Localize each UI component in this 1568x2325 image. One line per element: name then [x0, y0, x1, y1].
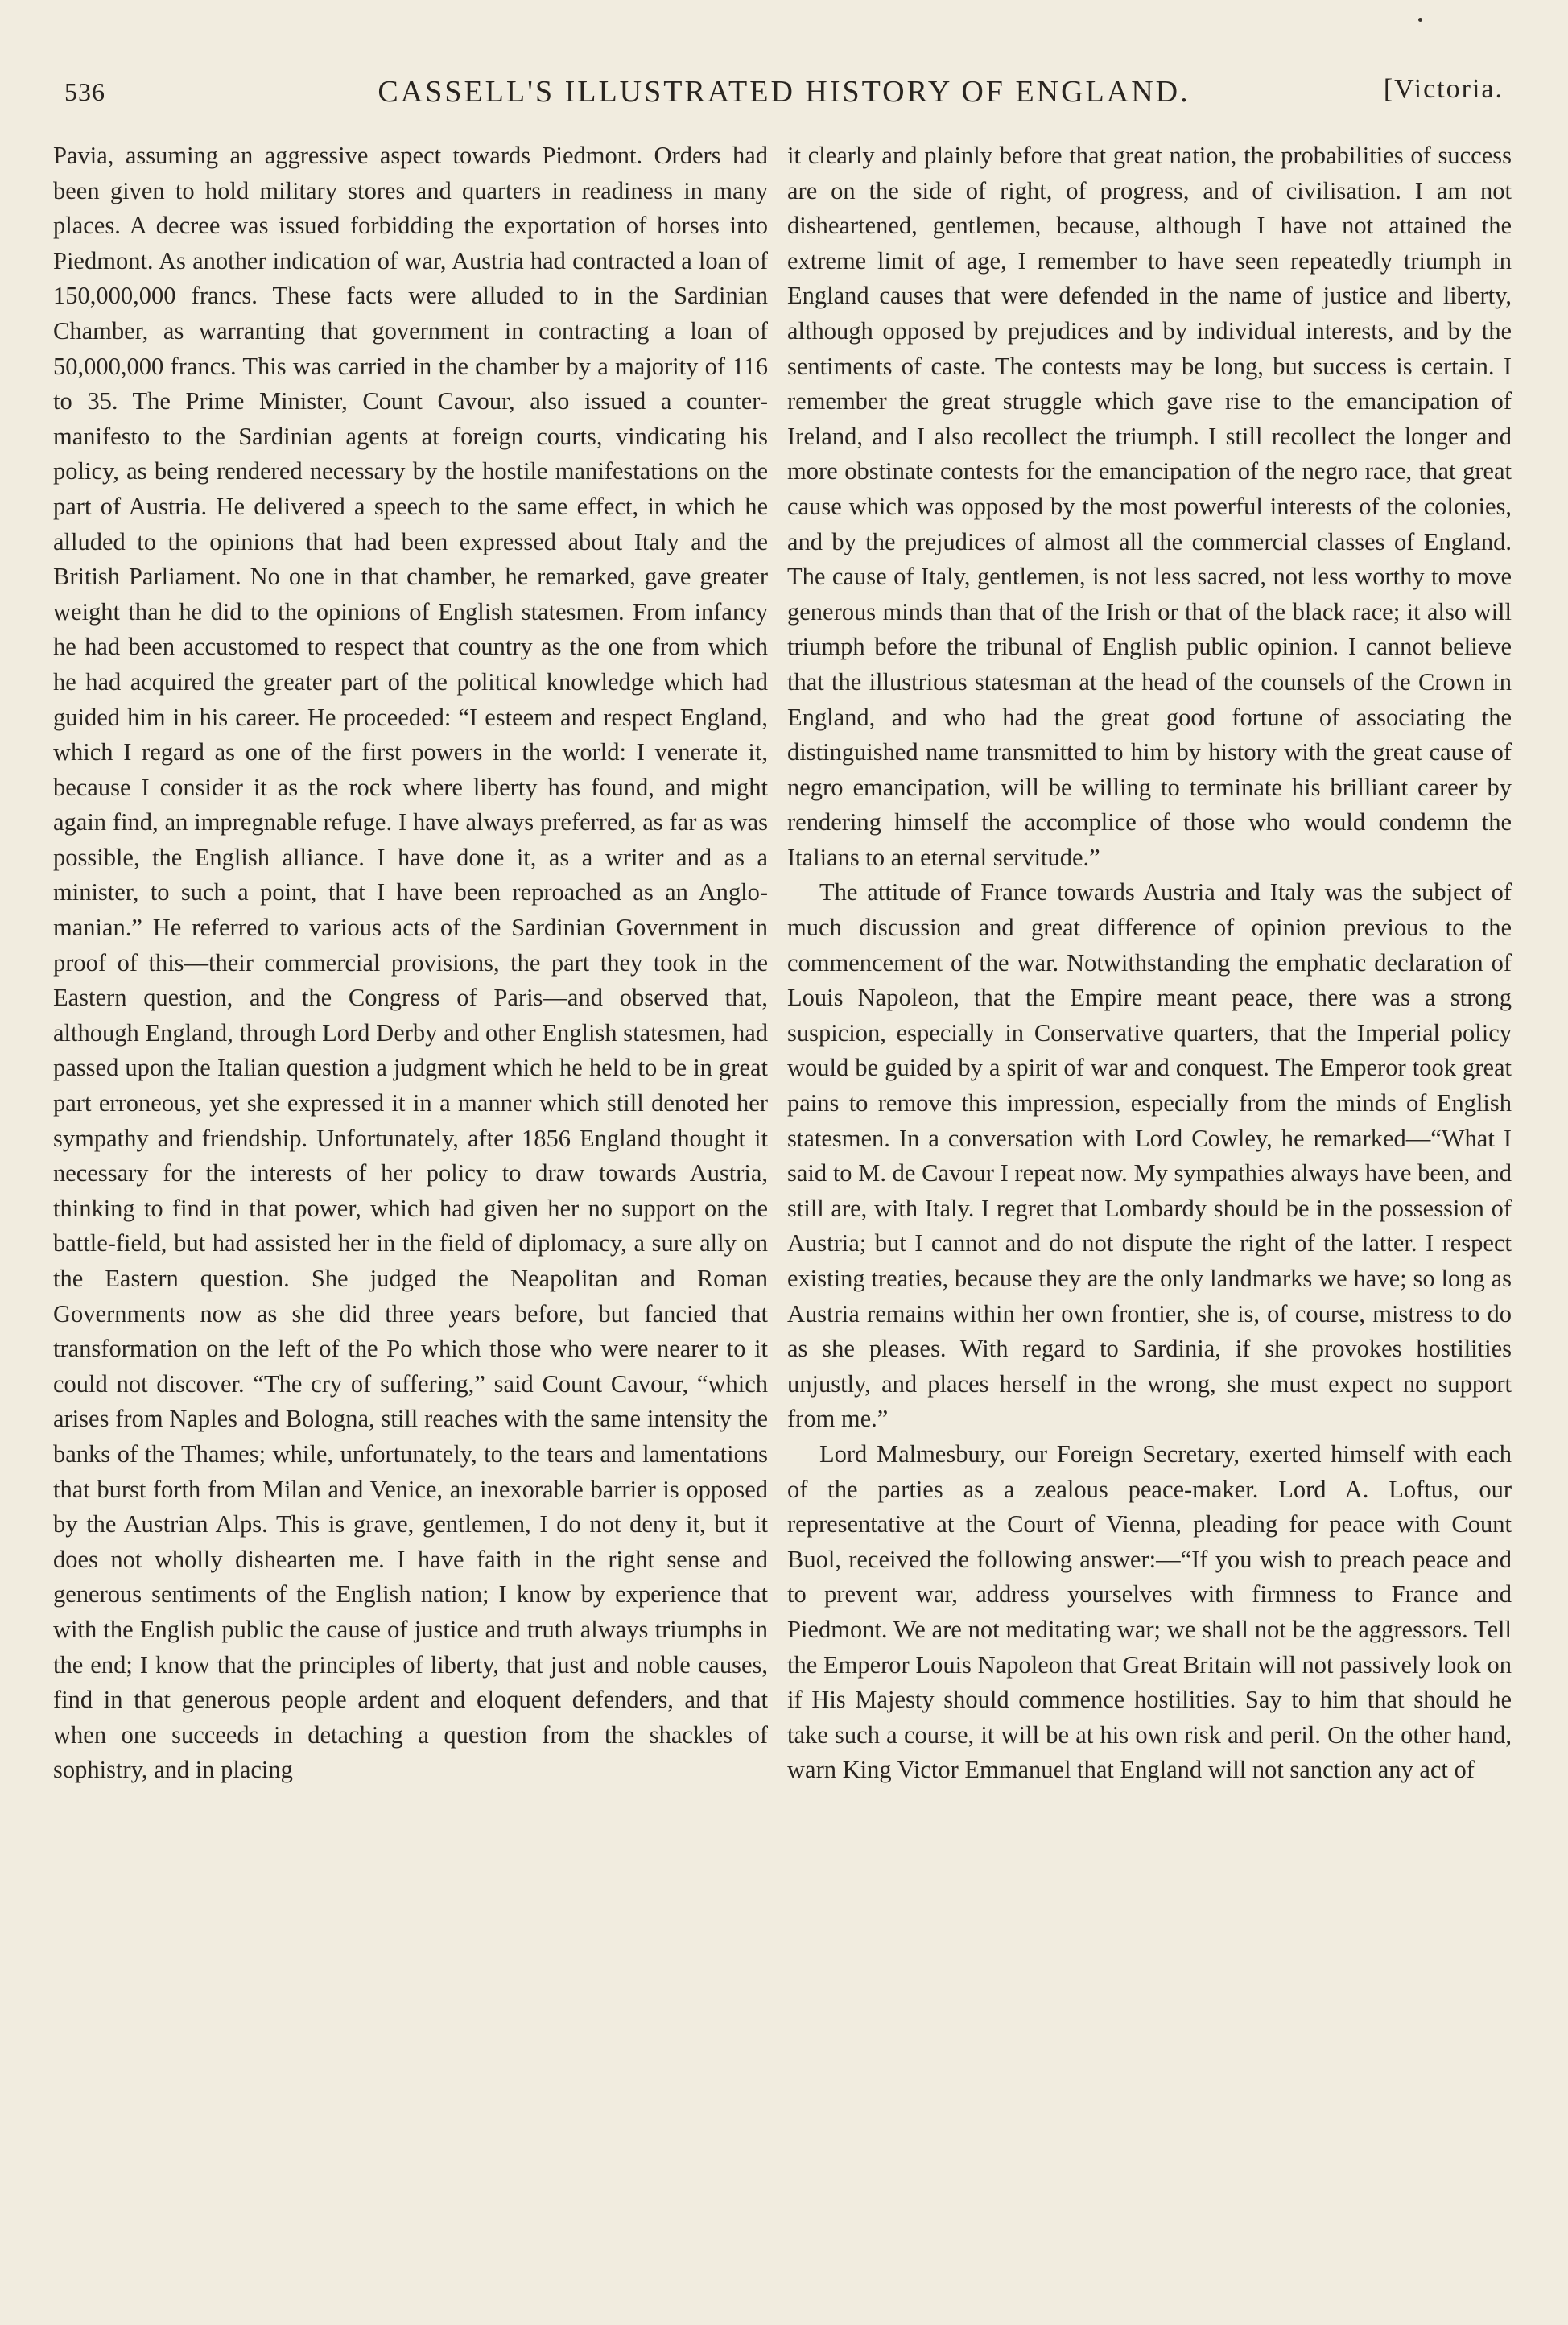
- paragraph: The attitude of France towards Austria and Italy was the subject of much discussion and great difference of opinion previous to the commencement of the war. Notwithstanding the emphatic declaration of Louis Napoleon, that the Empire meant peace, there was a strong suspicion, especially in Conservative quarters, that the Imperial policy would be guided by a spirit of war and conquest. The Emperor took great pains to remove this impression, especially from the minds of English statesmen. In a conversation with Lord Cowley, he remarked—“What I said to M. de Cavour I repeat now. My sympathies always have been, and still are, with Italy. I regret that Lombardy should be in the possession of Austria; but I cannot and do not dispute the right of the latter. I respect existing treaties, because they are the only landmarks we have; so long as Austria remains within her own frontier, she is, of course, mistress to do as she pleases. With regard to Sardinia, if she provokes hostilities unjustly, and places herself in the wrong, she must expect no support from me.”: [787, 878, 1512, 1433]
- paragraph: Lord Malmesbury, our Foreign Secretary, exerted himself with each of the parties as a zealous peace-maker. Lord A. Loftus, our representative at the Court of Vienna, pleading for peace with Count Buol, received the following answer:—“If you wish to preach peace and to prevent war, address yourselves with firmness to France and Piedmont. We are not meditating war; we shall not be the aggressors. Tell the Emperor Louis Napoleon that Great Britain will not passively look on if His Majesty should commence hostilities. Say to him that should he take such a course, it will be at his own risk and peril. On the other hand, warn King Victor Emmanuel that England will not sanction any act of: [787, 1439, 1512, 1784]
- ink-speck: [1418, 18, 1422, 22]
- running-header: [64, 71, 1504, 116]
- paragraph: it clearly and plainly before that great nation, the probabilities of success are on the side of right, of progress, and of civilisation. I am not disheartened, gentlemen, because, although I have not attained the extreme limit of age, I remember to have seen repeatedly triumph in England causes that were defended in the name of justice and liberty, although opposed by prejudices and by individual interests, and by the sentiments of caste. The contests may be long, but success is certain. I remember the great struggle which gave rise to the emancipation of Ireland, and I also recollect the triumph. I still recollect the longer and more obstinate contests for the emancipation of the negro race, that great cause which was opposed by the most powerful interests of the colonies, and by the prejudices of almost all the commercial classes of England. The cause of Italy, gentlemen, is not less sacred, not less worthy to move generous minds than that of the Irish or that of the black race; it also will triumph before the tribunal of English public opinion. I cannot believe that the illustrious statesman at the head of the counsels of the Crown in England, and who had the great good fortune of associating the distinguished name transmitted to him by history with the great cause of negro emancipation, will be willing to terminate his brilliant career by rendering himself the accomplice of those who would condemn the Italians to an eternal servitude.”: [787, 142, 1512, 871]
- running-title: CASSELL'S ILLUSTRATED HISTORY OF ENGLAND.: [378, 75, 1190, 109]
- page-number: 536: [64, 77, 105, 106]
- section-label: [Victoria.: [1383, 74, 1504, 104]
- paragraph: Pavia, assuming an aggressive aspect towards Piedmont. Orders had been given to hold military stores and quarters in readiness in many places. A decree was issued forbidding the exportation of horses into Piedmont. As another indication of war, Austria had contracted a loan of 150,000,000 francs. These facts were alluded to in the Sardinian Chamber, as warranting that government in contracting a loan of 50,000,000 francs. This was carried in the chamber by a majority of 116 to 35. The Prime Minister, Count Cavour, also issued a counter-manifesto to the Sardinian agents at foreign courts, vindicating his policy, as being rendered necessary by the hostile manifestations on the part of Austria. He delivered a speech to the same effect, in which he alluded to the opinions that had been expressed about Italy and the British Parliament. No one in that chamber, he remarked, gave greater weight than he did to the opinions of English statesmen. From infancy he had been accustomed to respect that country as the one from which he had acquired the greater part of the political knowledge which had guided him in his career. He proceeded: “I esteem and respect England, which I regard as one of the first powers in the world: I venerate it, because I consider it as the rock where liberty has found, and might again find, an impregnable refuge. I have always preferred, as far as was possible, the English alliance. I have done it, as a writer and as a minister, to such a point, that I have been reproached as an Anglo-manian.” He referred to various acts of the Sardinian Government in proof of this—their commercial provisions, the part they took in the Eastern question, and the Congress of Paris—and observed that, although England, through Lord Derby and other English statesmen, had passed upon the Italian question a judgment which he held to be in great part erroneous, yet she expressed it in a manner which still denoted her sympathy and friendship. Unfortunately, after 1856 England thought it necessary for the interests of her policy to draw towards Austria, thinking to find in that power, which had given her no support on the battle-field, but had assisted her in the field of diplomacy, a sure ally on the Eastern question. She judged the Neapolitan and Roman Governments now as she did three years before, but fancied that transformation on the left of the Po which those who were nearer to it could not discover. “The cry of suffering,” said Count Cavour, “which arises from Naples and Bologna, still reaches with the same intensity the banks of the Thames; while, unfortunately, to the tears and lamentations that burst forth from Milan and Venice, an inexorable barrier is opposed by the Austrian Alps. This is grave, gentlemen, I do not deny it, but it does not wholly dishearten me. I have faith in the right sense and generous sentiments of the English nation; I know by experience that with the English public the cause of justice and truth always triumphs in the end; I know that the principles of liberty, that just and noble causes, find in that generous people ardent and eloquent defenders, and that when one succeeds in detaching a question from the shackles of sophistry, and in placing: [53, 142, 768, 1784]
- right-column: [787, 138, 1512, 2216]
- left-column: [53, 138, 768, 2216]
